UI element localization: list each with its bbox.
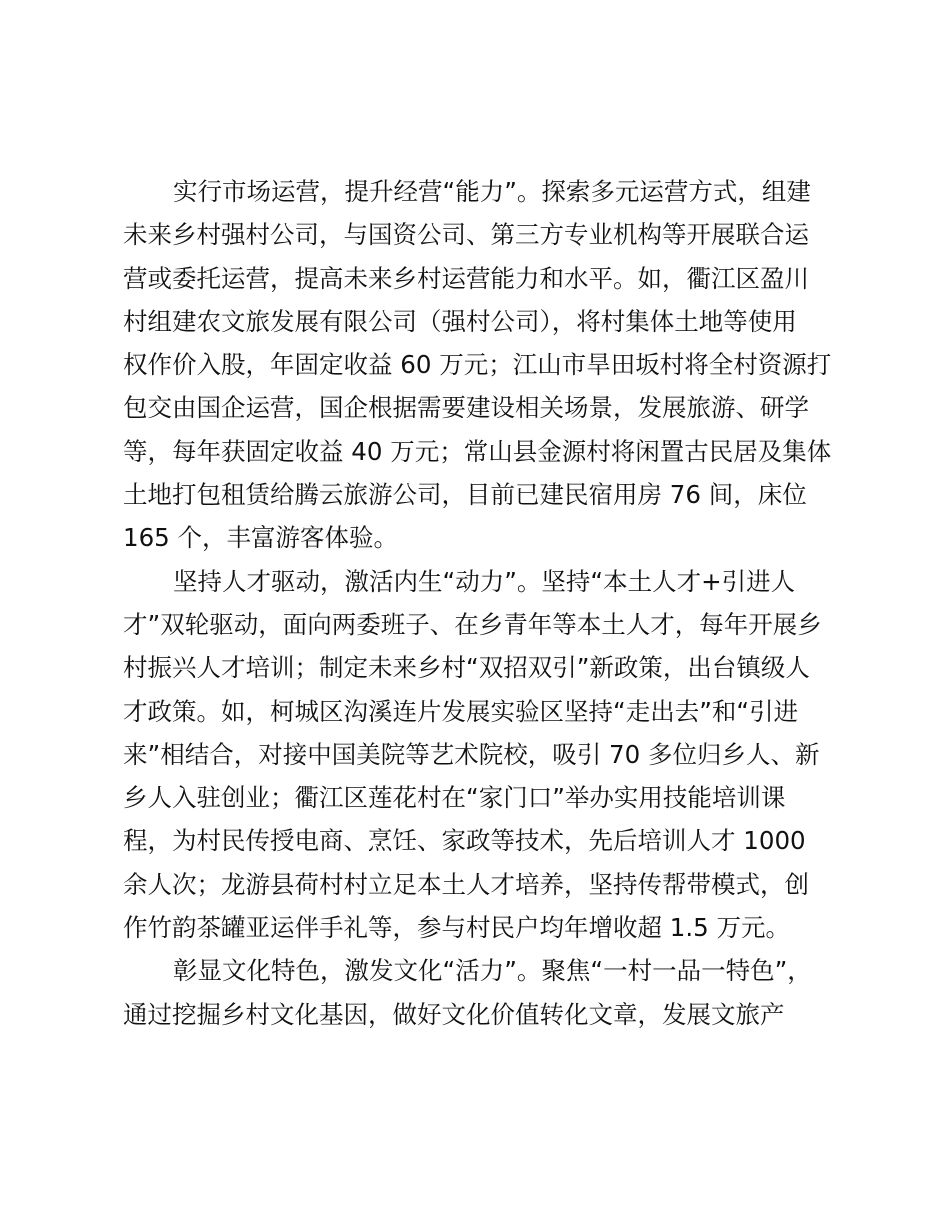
text-line: 才”双轮驱动，面向两委班子、在乡青年等本土人才，每年开展乡: [123, 609, 822, 639]
text-line: 包交由国企运营，国企根据需要建设相关场景，发展旅游、研学: [123, 393, 809, 423]
text-line: 彰显文化特色，激发文化“活力”。聚焦“一村一品一特色”，: [173, 956, 812, 986]
text-line: 165 个，丰富游客体验。: [123, 523, 399, 553]
text-line: 才政策。如，柯城区沟溪连片发展实验区坚持“走出去”和“引进: [123, 696, 799, 726]
text-line: 等，每年获固定收益 40 万元；常山县金源村将闲置古民居及集体: [123, 436, 832, 466]
body-text: [123, 170, 843, 1036]
text-line: 通过挖掘乡村文化基因，做好文化价值转化文章，发展文旅产: [123, 999, 785, 1029]
text-line: 坚持人才驱动，激活内生“动力”。坚持“本土人才+引进人: [173, 566, 796, 596]
text-line: 村振兴人才培训；制定未来乡村“双招双引”新政策，出台镇级人: [123, 653, 810, 683]
paragraph-talent-driven: [123, 560, 843, 950]
text-line: 来”相结合，对接中国美院等艺术院校，吸引 70 多位归乡人、新: [123, 739, 820, 769]
text-line: 营或委托运营，提高未来乡村运营能力和水平。如，衢江区盈川: [123, 263, 809, 293]
paragraph-market-operation: [123, 170, 843, 560]
text-line: 土地打包租赁给腾云旅游公司，目前已建民宿用房 76 间，床位: [123, 480, 807, 510]
text-line: 实行市场运营，提升经营“能力”。探索多元运营方式，组建: [173, 177, 811, 206]
text-line: 作竹韵茶罐亚运伴手礼等，参与村民户均年增收超 1.5 万元。: [123, 913, 791, 943]
text-line: 未来乡村强村公司，与国资公司、第三方专业机构等开展联合运: [123, 220, 809, 250]
text-line: 乡人入驻创业；衢江区莲花村在“家门口”举办实用技能培训课: [123, 783, 786, 813]
text-line: 权作价入股，年固定收益 60 万元；江山市旱田坂村将全村资源打: [123, 350, 832, 380]
text-line: 余人次；龙游县荷村村立足本土人才培养，坚持传帮带模式，创: [123, 869, 809, 899]
paragraph-cultural-features: [123, 949, 843, 1036]
text-line: 程，为村民传授电商、烹饪、家政等技术，先后培训人才 1000: [123, 826, 806, 856]
text-line: 村组建农文旅发展有限公司（强村公司），将村集体土地等使用: [123, 306, 797, 336]
